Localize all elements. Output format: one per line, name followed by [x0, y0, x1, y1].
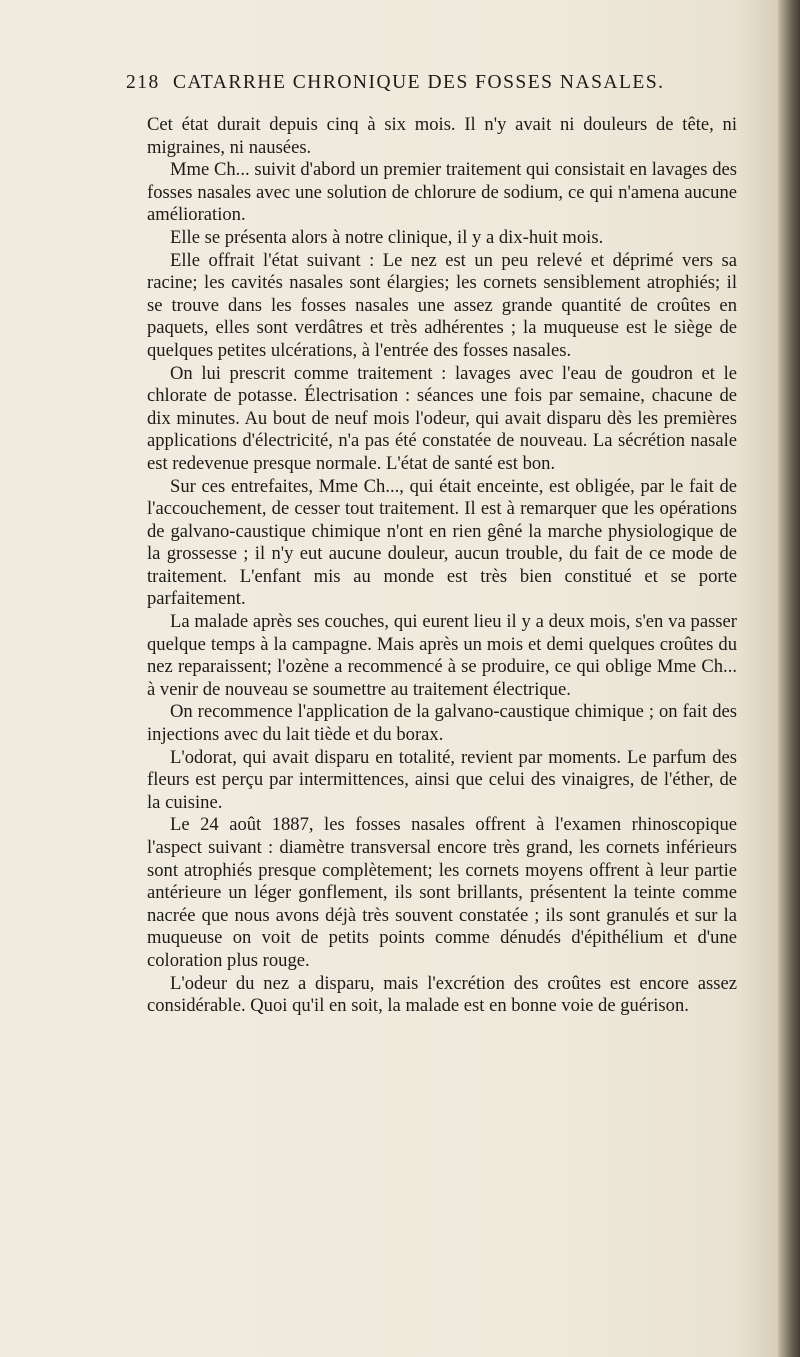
- paragraph: L'odeur du nez a disparu, mais l'excrétion des croûtes est encore assez considérable. Quoi qu'il en soit, la malade est en bonne voie de guérison.: [147, 972, 737, 1017]
- paragraph: Cet état durait depuis cinq à six mois. Il n'y avait ni douleurs de tête, ni migraines, ni nausées.: [147, 114, 737, 158]
- paragraph: Sur ces entrefaites, Mme Ch..., qui était enceinte, est obligée, par le fait de l'accouchement, de cesser tout traitement. Il est à remarquer que les opérations de galvano-caustique chimique n'ont en rien gêné la marche physiologique de la grossesse ; il n'y eut aucune douleur, aucun trouble, du fait de ce mode de traitement. L'enfant mis au monde est très bien constitué et se porte parfaitement.: [147, 475, 737, 610]
- paragraph: La malade après ses couches, qui eurent lieu il y a deux mois, s'en va passer quelque temps à la campagne. Mais après un mois et demi quelques croûtes du nez reparaissent; l'ozène a recommencé à se produire, ce qui oblige Mme Ch... à venir de nouveau se soumettre au traitement électrique.: [147, 611, 737, 700]
- paragraph: L'odorat, qui avait disparu en totalité, revient par moments. Le parfum des fleurs est perçu par intermittences, ainsi que celui des vinaigres, de l'éther, de la cuisine.: [147, 746, 737, 813]
- page-edge-shadow: [778, 0, 800, 1357]
- running-title: CATARRHE CHRONIQUE DES FOSSES NASALES.: [173, 72, 665, 93]
- paragraph: Elle se présenta alors à notre clinique, il y a dix-huit mois.: [170, 226, 604, 248]
- paragraph: Elle offrait l'état suivant : Le nez est un peu relevé et déprimé vers sa racine; les cavités nasales sont élargies; les cornets sensiblement atrophiés; il se trouve dans les fosses nasales une assez grande quantité de croûtes en paquets, elles sont verdâtres et très adhérentes ; la muqueuse est le siège de quelques petites ulcérations, à l'entrée des fosses nasales.: [147, 249, 737, 361]
- paragraph: Le 24 août 1887, les fosses nasales offrent à l'examen rhinoscopique l'aspect suivant : diamètre transversal encore très grand, les cornets inférieurs sont atrophiés presque complètement; les cornets moyens offrent à leur partie antérieure un léger gonflement, ils sont brillants, présentent la teinte comme nacrée que nous avons déjà très souvent constatée ; ils sont granulés et sur la muqueuse on voit de petits points comme dénudés d'épithélium et d'une coloration plus rouge.: [147, 814, 737, 971]
- paragraph: On lui prescrit comme traitement : lavages avec l'eau de goudron et le chlorate de potasse. Électrisation : séances une fois par semaine, chacune de dix minutes. Au bout de neuf mois l'odeur, qui avait disparu dès les premières applications d'électricité, n'a pas été constatée de nouveau. La sécrétion nasale est redevenue presque normale. L'état de santé est bon.: [147, 362, 737, 474]
- page-number: 218: [126, 72, 160, 93]
- paragraph: Mme Ch... suivit d'abord un premier traitement qui consistait en lavages des fosses nasales avec une solution de chlorure de sodium, ce qui n'amena aucune amélioration.: [147, 159, 737, 226]
- body-text: [147, 114, 737, 1018]
- page-header: [126, 72, 766, 100]
- paragraph: On recommence l'application de la galvano-caustique chimique ; on fait des injections avec du lait tiède et du borax.: [147, 701, 737, 746]
